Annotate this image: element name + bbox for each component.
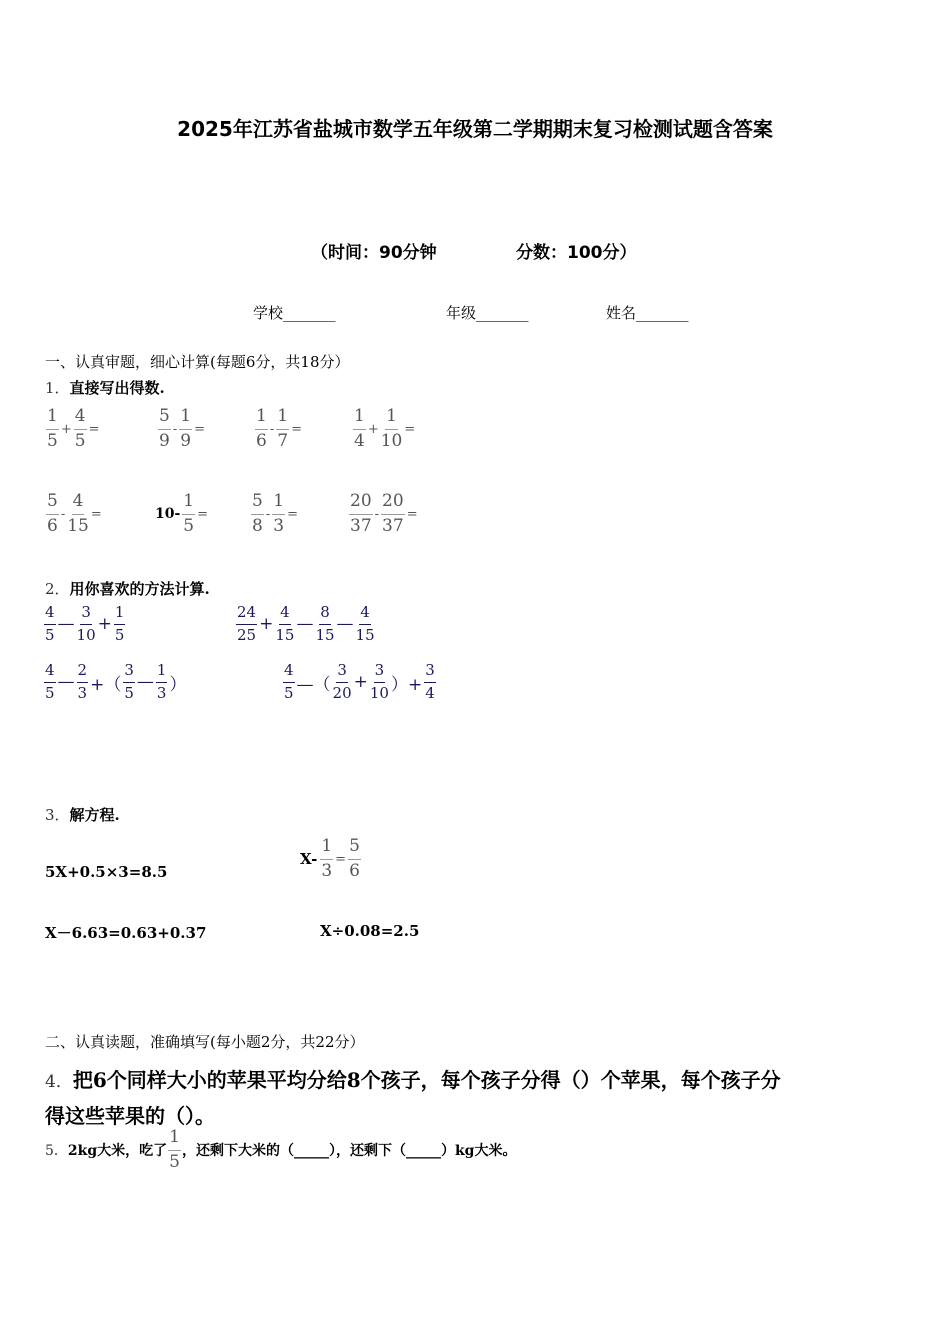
section1-heading: 一、认真审题，细心计算(每题6分，共18分） xyxy=(45,353,350,371)
fraction: $\frac{1}{5}$ xyxy=(169,1127,180,1172)
fraction: $\frac{1}{10}$ xyxy=(380,406,403,451)
equation: X- $\frac{1}{3}$ = $\frac{5}{6}$ xyxy=(300,836,360,881)
fraction: $\frac{4}{15}$ xyxy=(67,491,89,536)
fraction: $\frac{1}{5}$ xyxy=(47,406,58,451)
fraction-problem: $\frac{1}{6}$ - $\frac{1}{7}$ = xyxy=(256,406,302,451)
fraction-problem: $\frac{5}{9}$ - $\frac{1}{9}$ = xyxy=(159,406,205,451)
fraction: $\frac{1}{5}$ xyxy=(183,491,195,536)
equation: X÷0.08=2.5 xyxy=(320,922,420,940)
fraction: $\frac{5}{6}$ xyxy=(349,836,360,881)
fraction-problem: $\frac{5}{8}$ - $\frac{1}{3}$ = xyxy=(252,491,298,536)
equation: X－6.63=0.63+0.37 xyxy=(45,924,207,942)
fraction-problem: $\frac{5}{6}$ - $\frac{4}{15}$ = xyxy=(47,491,102,536)
question-number: 1． xyxy=(45,379,70,397)
question-text: 直接写出得数. xyxy=(69,379,165,397)
question-number: 4． xyxy=(45,1072,73,1092)
exam-score: 分数：100分） xyxy=(516,243,637,263)
question-text: 把6个同样大小的苹果平均分给8个孩子，每个孩子分得（）个苹果，每个孩子分 xyxy=(72,1068,781,1092)
question-number: 5． xyxy=(45,1143,68,1160)
exam-time: （时间：90分钟 xyxy=(311,243,437,263)
fraction: $\frac{1}{9}$ xyxy=(180,406,192,451)
equation: 5X+0.5×3=8.5 xyxy=(45,863,168,881)
fraction: $\frac{20}{37}$ xyxy=(350,491,372,536)
calc-expression: $\frac{24}{25}$ + $\frac{4}{15}$ — $\frac{8}{15}$ — $\frac{4}{15}$ xyxy=(237,603,375,644)
question-text: 用你喜欢的方法计算. xyxy=(69,580,210,598)
calc-expression: $\frac{4}{5}$ — $\frac{3}{10}$ + $\frac{1}{5}$ xyxy=(45,603,125,644)
fraction: $\frac{1}{6}$ xyxy=(256,406,267,451)
fraction-problem: 10- $\frac{1}{5}$ = xyxy=(155,491,209,536)
calc-expression: $\frac{4}{5}$ —（ $\frac{3}{20}$ + $\frac{3}{10}$ ）+ $\frac{3}{4}$ xyxy=(284,661,435,702)
fraction-problem: $\frac{1}{4}$ + $\frac{1}{10}$ = xyxy=(354,406,416,451)
fraction: $\frac{1}{3}$ xyxy=(321,836,333,881)
fraction: $\frac{4}{5}$ xyxy=(74,406,86,451)
calc-expression: $\frac{4}{5}$ — $\frac{2}{3}$ +（ $\frac{3}{5}$ — $\frac{1}{3}$ ） xyxy=(45,661,187,702)
fraction-problem: $\frac{1}{5}$ + $\frac{4}{5}$ = xyxy=(47,406,100,451)
question-2 xyxy=(45,578,210,599)
question-number: 3． xyxy=(45,806,70,824)
fraction-problem: $\frac{20}{37}$ - $\frac{20}{37}$ = xyxy=(350,491,418,536)
school-field: 学校_______ xyxy=(253,304,336,322)
fraction: $\frac{20}{37}$ xyxy=(382,491,404,536)
grade-field: 年级_______ xyxy=(446,304,529,322)
section2-heading: 二、认真读题，准确填写(每小题2分，共22分） xyxy=(45,1033,365,1051)
fraction: $\frac{1}{7}$ xyxy=(277,406,289,451)
name-field: 姓名_______ xyxy=(606,304,689,322)
question-text: ，还剩下大米的（_____），还剩下（_____）kg大米。 xyxy=(181,1143,517,1160)
question-4 xyxy=(45,1064,781,1093)
page-title: 2025年江苏省盐城市数学五年级第二学期期末复习检测试题含答案 xyxy=(177,117,773,141)
question-3 xyxy=(45,804,120,825)
question-4-continued: 得这些苹果的（）。 xyxy=(45,1104,215,1128)
fraction: $\frac{1}{4}$ xyxy=(354,406,365,451)
question-text: 解方程. xyxy=(69,806,120,824)
fraction: $\frac{5}{8}$ xyxy=(252,491,263,536)
question-1 xyxy=(45,377,165,398)
question-text: 2kg大米，吃了 xyxy=(67,1143,168,1160)
fraction: $\frac{1}{3}$ xyxy=(273,491,285,536)
fraction: $\frac{5}{6}$ xyxy=(47,491,58,536)
fraction: $\frac{5}{9}$ xyxy=(159,406,170,451)
question-number: 2． xyxy=(45,580,70,598)
question-5 xyxy=(45,1129,516,1172)
